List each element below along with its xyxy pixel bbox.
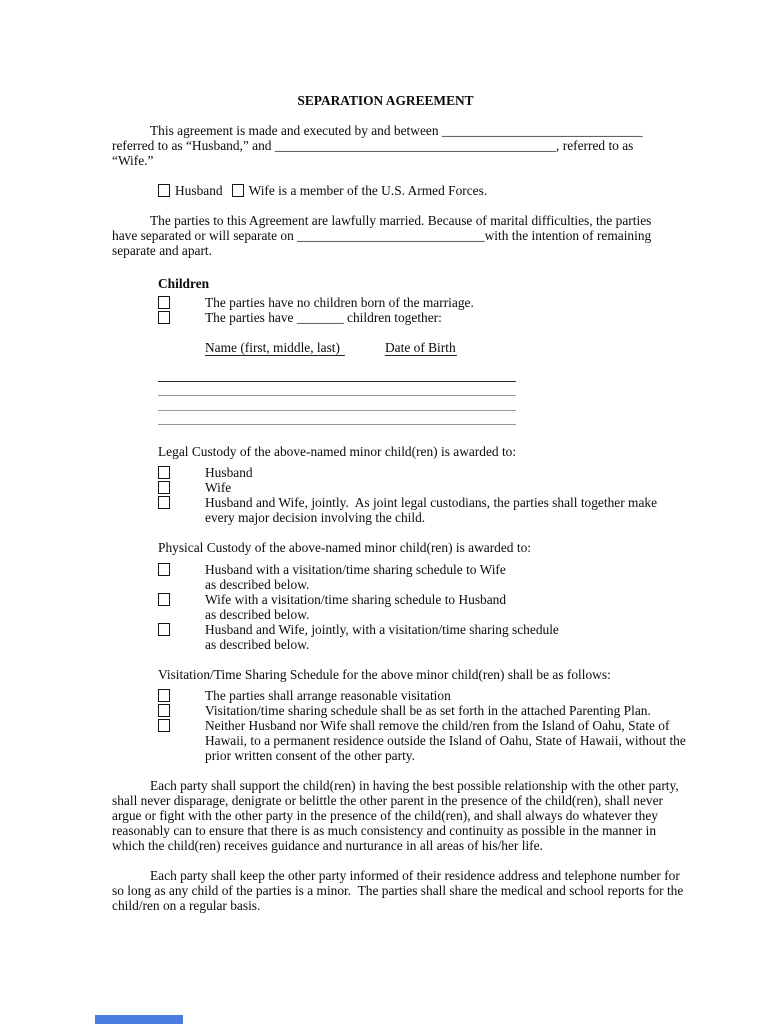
intro-line: referred to as “Husband,” and __________________________________________, referred to as bbox=[112, 138, 634, 153]
contact-line: Each party shall keep the other party informed of their residence address and telephone number for bbox=[150, 868, 680, 883]
support-line: reasonably can to ensure that there is as much consistency and continuity as possible in the manner in bbox=[112, 823, 657, 838]
document-title: SEPARATION AGREEMENT bbox=[297, 93, 474, 108]
contact-paragraph bbox=[112, 868, 684, 913]
legal-custody-wife-checkbox[interactable] bbox=[158, 481, 170, 494]
husband-armed-forces-label: Husband bbox=[175, 183, 223, 198]
contact-line: child/ren on a regular basis. bbox=[112, 898, 261, 913]
reasonable-visitation-checkbox[interactable] bbox=[158, 689, 170, 702]
children-options bbox=[112, 295, 659, 325]
physical-custody-lead: Physical Custody of the above-named minor child(ren) is awarded to: bbox=[158, 540, 531, 555]
support-paragraph bbox=[112, 778, 679, 853]
physical-custody-joint-label: Husband and Wife, jointly, with a visitation/time sharing schedule as described below. bbox=[205, 622, 559, 652]
intro-paragraph bbox=[112, 123, 659, 168]
document-content bbox=[112, 93, 686, 913]
child-entry-line[interactable] bbox=[158, 411, 516, 426]
legal-custody-husband-checkbox[interactable] bbox=[158, 466, 170, 479]
physical-custody-joint-checkbox[interactable] bbox=[158, 623, 170, 636]
have-children-option bbox=[158, 310, 659, 325]
physical-custody-husband-option bbox=[158, 562, 659, 592]
loading-progress-bar bbox=[95, 1015, 183, 1024]
support-line: shall never disparage, denigrate or belittle the other parent in the presence of the child(ren), shall never bbox=[112, 793, 664, 808]
no-children-label: The parties have no children born of the marriage. bbox=[205, 295, 474, 310]
physical-custody-husband-checkbox[interactable] bbox=[158, 563, 170, 576]
physical-custody-wife-option bbox=[158, 592, 659, 622]
separation-paragraph bbox=[112, 213, 659, 258]
legal-custody-husband-label: Husband bbox=[205, 465, 253, 480]
legal-custody-options bbox=[112, 465, 659, 525]
visitation-options bbox=[112, 688, 686, 763]
no-children-checkbox[interactable] bbox=[158, 296, 170, 309]
legal-custody-joint-option bbox=[158, 495, 659, 525]
legal-custody-husband-option bbox=[158, 465, 659, 480]
physical-custody-options bbox=[112, 562, 659, 652]
legal-custody-lead: Legal Custody of the above-named minor child(ren) is awarded to: bbox=[158, 444, 517, 459]
reasonable-visitation-label: The parties shall arrange reasonable visitation bbox=[205, 688, 451, 703]
no-removal-checkbox[interactable] bbox=[158, 719, 170, 732]
children-entry-lines bbox=[158, 367, 516, 425]
have-children-checkbox[interactable] bbox=[158, 311, 170, 324]
intro-line: This agreement is made and executed by and between ______________________________ bbox=[150, 123, 643, 138]
legal-custody-joint-label: Husband and Wife, jointly. As joint legal custodians, the parties shall together make every major decision involving the child. bbox=[205, 495, 658, 525]
support-line: argue or fight with the other party in the presence of the child(ren), and shall always do whatever they bbox=[112, 808, 658, 823]
children-heading: Children bbox=[158, 276, 210, 291]
contact-line: so long as any child of the parties is a minor. The parties shall share the medical and school reports for the bbox=[112, 883, 684, 898]
physical-custody-husband-label: Husband with a visitation/time sharing schedule to Wife as described below. bbox=[205, 562, 506, 592]
physical-custody-wife-label: Wife with a visitation/time sharing schedule to Husband as described below. bbox=[205, 592, 507, 622]
legal-custody-joint-checkbox[interactable] bbox=[158, 496, 170, 509]
dob-column-header: Date of Birth bbox=[385, 340, 456, 355]
support-line: which the child(ren) receives guidance and nurturance in all areas of his/her life. bbox=[112, 838, 543, 853]
physical-custody-joint-option bbox=[158, 622, 659, 652]
name-column-header: Name (first, middle, last) bbox=[205, 340, 345, 356]
husband-armed-forces-checkbox[interactable] bbox=[158, 184, 170, 197]
child-entry-line[interactable] bbox=[158, 382, 516, 397]
child-entry-line[interactable] bbox=[158, 367, 516, 382]
wife-armed-forces-label: Wife is a member of the U.S. Armed Forces. bbox=[248, 183, 488, 198]
separation-line: The parties to this Agreement are lawfully married. Because of marital difficulties, the parties bbox=[150, 213, 652, 228]
parenting-plan-checkbox[interactable] bbox=[158, 704, 170, 717]
parenting-plan-option bbox=[158, 703, 659, 718]
legal-custody-wife-label: Wife bbox=[205, 480, 232, 495]
visitation-lead: Visitation/Time Sharing Schedule for the above minor child(ren) shall be as follows: bbox=[158, 667, 611, 682]
separation-line: have separated or will separate on ____________________________with the intention of remaining bbox=[112, 228, 652, 243]
armed-forces-row bbox=[158, 183, 659, 198]
no-children-option bbox=[158, 295, 659, 310]
wife-armed-forces-checkbox[interactable] bbox=[232, 184, 244, 197]
no-removal-option bbox=[158, 718, 686, 763]
have-children-label: The parties have _______ children together: bbox=[205, 310, 442, 325]
legal-custody-wife-option bbox=[158, 480, 659, 495]
separation-line: separate and apart. bbox=[112, 243, 212, 258]
children-table-header bbox=[205, 340, 659, 355]
child-entry-line[interactable] bbox=[158, 396, 516, 411]
reasonable-visitation-option bbox=[158, 688, 659, 703]
support-line: Each party shall support the child(ren) in having the best possible relationship with the other party, bbox=[150, 778, 679, 793]
physical-custody-wife-checkbox[interactable] bbox=[158, 593, 170, 606]
intro-line: “Wife.” bbox=[112, 153, 154, 168]
parenting-plan-label: Visitation/time sharing schedule shall be as set forth in the attached Parenting Plan. bbox=[205, 703, 651, 718]
no-removal-label: Neither Husband nor Wife shall remove the child/ren from the Island of Oahu, State of Hawaii, to a permanent residence outside the Island of Oahu, State of Hawaii, without the prior written consent of the other party. bbox=[205, 718, 686, 763]
